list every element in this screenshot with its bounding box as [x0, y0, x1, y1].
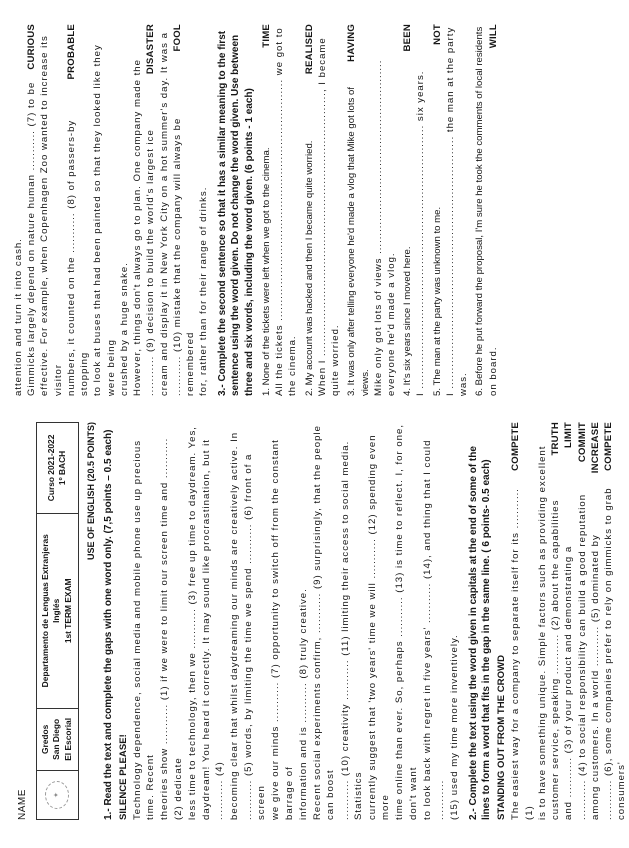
q2-cont-line-text: numbers, it counted on the ........... (8) of passers-by stopping — [65, 119, 91, 396]
q1-line: currently suggest that 'two years' time we will ........... (12) spending even more — [367, 434, 392, 820]
q3-second-sentence: I ........................................................................ six years. — [415, 70, 427, 396]
q1-line: Recent social experiments confirm, ........... (9) surprisingly, that the people can boost — [312, 425, 337, 820]
q2-cont-line-text: ........... (9) decision to build the world's largest ice — [145, 129, 157, 396]
q2-cont-line-row — [131, 24, 144, 396]
q3-item — [431, 24, 471, 396]
q2-line-word: COMPETE — [603, 422, 615, 471]
q3-key-word: HAVING — [346, 24, 358, 62]
right-column — [12, 24, 500, 396]
q1-text — [131, 422, 462, 820]
q3-first-row — [345, 24, 371, 396]
q1-line: (15) used my time more inventively. — [449, 634, 461, 820]
q2-line-row — [549, 422, 562, 820]
q1-line: theories show ........... (1) if we were to limit our screen time and ........... (2) dedicate — [159, 437, 184, 820]
q3-second-sentence: on board. — [487, 346, 499, 396]
q1-line: information and is ........... (8) truly creative. — [297, 588, 309, 820]
q3-second-row — [316, 24, 342, 396]
q3-key-word: BEEN — [402, 24, 414, 52]
q2-line-row — [536, 422, 549, 820]
q3-second-sentence: All the tickets .................................................................. we got to the cinema. — [274, 27, 299, 396]
question-1 — [102, 422, 462, 820]
q1-line: ........... (5) words, by limiting the time we spend ........... (6) front of a screen — [242, 453, 268, 820]
q2-cont-line-text: for, rather than for their range of drinks. — [198, 186, 210, 396]
q3-first-sentence: 2. My account was hacked and then I became quite worried. — [303, 140, 315, 396]
q2-line-text: and ........... (3) of your product and demonstrating a — [563, 545, 575, 820]
q3-first-sentence: 3. It was only after telling everyone he'd made a vlog that Mike got lots of views. — [346, 86, 371, 396]
q3-second-row — [372, 24, 398, 396]
q2-cont-line-text: to look at buses that had been painted so that they looked like they were being — [92, 44, 117, 396]
question-3 — [216, 24, 500, 396]
exam-header-table — [36, 422, 79, 820]
q2-line-text: ........... (6), some companies prefer to rely on gimmicks to grab consumers' — [603, 487, 628, 820]
q3-first-row — [260, 24, 273, 396]
q2-cont-line-row — [12, 24, 25, 396]
q2-line-word: COMMIT — [576, 422, 588, 463]
q2-cont-line-word: CURIOUS — [26, 24, 38, 70]
q2-cont-line-row — [171, 24, 197, 396]
q3-first-row — [303, 24, 316, 396]
q3-first-row — [401, 24, 414, 396]
exam-name: 1st TERM EXAM — [62, 578, 73, 644]
q2-text — [509, 422, 628, 820]
q2-line-row — [602, 422, 628, 820]
q2-cont-line-row — [65, 24, 91, 396]
q2-cont-line-row — [197, 24, 210, 396]
q3-second-row — [414, 24, 427, 396]
q2-line-word: INCREASE — [589, 422, 601, 474]
q3-key-word: WILL — [487, 24, 499, 49]
q1-line: Technology dependence, social media and mobile phone use up precious time. Recent — [132, 439, 157, 820]
q2-line-row — [509, 422, 535, 820]
course-year: Curso 2021-2022 — [45, 434, 56, 502]
q2-cont-line-row — [25, 24, 38, 396]
q3-second-row — [487, 24, 500, 396]
q1-line: time online than ever. So, perhaps ........... (13) is time to reflect. I, for one, don't want — [394, 423, 419, 820]
school-line1: Gredos — [39, 724, 50, 755]
q2-subtitle: STANDING OUT FROM THE CROWD — [496, 654, 508, 820]
q1-subtitle: SILENCE PLEASE! — [117, 734, 129, 820]
q2-cont-line-text: ........... (10) mistake that the company will always be remembered — [171, 117, 197, 396]
left-column — [16, 422, 629, 820]
course-cell — [36, 423, 78, 514]
q3-first-sentence: 5. The man at the party was unknown to me. — [431, 206, 443, 396]
dept-cell — [36, 513, 78, 708]
q3-item — [473, 24, 499, 396]
q2-line-text: ........... (4) to social responsibility can build a good reputation — [576, 493, 588, 820]
q2-title: 2.- Complete the text using the word given in capitals at the end of some of the lines to form a word that fits in the gap in the same line. ( 6 points- 0.5 each) — [467, 446, 493, 820]
q2-line-row — [589, 422, 602, 820]
q2-cont-line-text: crushed by a huge snake. — [118, 262, 130, 396]
q2-cont-line-text: However, things don't always go to plan. One company made the — [132, 59, 144, 396]
q2-cont-line-row — [118, 24, 131, 396]
q3-key-word: TIME — [260, 24, 272, 48]
q2-line-word: COMPETE — [510, 422, 522, 471]
q3-first-row — [473, 24, 486, 396]
q2-cont-line-row — [91, 24, 117, 396]
q1-line: daydream! You heard it correctly. It may sound like procrastination, but it ........... (4) — [201, 439, 226, 820]
q2-cont-line-text: Gimmicks largely depend on nature human ........... (7) to be — [26, 81, 38, 396]
q3-first-sentence: 1. None of the tickets were left when we got to the cinema. — [260, 147, 272, 396]
q3-second-sentence: When I ........................................................................, I became quite worried. — [316, 37, 342, 396]
q2-line-text: is to have something unique. Simple factors such as providing excellent — [536, 445, 548, 820]
q3-key-word: NOT — [431, 24, 443, 45]
q1-title: 1.- Read the text and complete the gaps with one word only. (7,5 points – 0.5 each) — [102, 429, 114, 820]
q2-cont-line-word: DISASTER — [145, 24, 157, 75]
q3-second-row — [444, 24, 470, 396]
q2-cont-line-text: cream and display it in New York City on a hot summer's day. It was a — [158, 32, 170, 396]
q2-line-row — [576, 422, 589, 820]
q3-first-sentence: 6. Before he put forward the proposal, I'm sure he took the comments of local residents — [474, 26, 486, 396]
q2-cont-line-text: attention and turn it into cash. — [13, 238, 24, 396]
school-logo-cell — [36, 771, 78, 820]
school-cell — [36, 708, 78, 770]
q3-title: 3.- Complete the second sentence so that it has a similar meaning to the first sentence using the word given. Do not change the word given. Use between three and six words, including the word given. (6 points - 1 each) — [216, 30, 256, 396]
q1-line: less time to technology, then we ........... (3) free up time to daydream. Yes, — [186, 426, 198, 820]
q3-item — [260, 24, 300, 396]
q1-line: becoming clear that whilst daydreaming our minds are creatively active. In — [228, 431, 240, 820]
q3-second-row — [273, 24, 299, 396]
q3-items — [260, 24, 500, 396]
q3-second-sentence: I ..................................................................... the man at the party was. — [444, 26, 470, 396]
q3-key-word: REALISED — [303, 24, 315, 75]
q2-line-text: The easiest way for a company to separate itself for its ........... (1) — [510, 488, 535, 820]
q2-line-text: customer service, speaking ........... (2) about the capabilities — [550, 499, 562, 820]
q3-first-sentence: 4. It's six years since I moved here. — [402, 246, 414, 396]
q1-line: we give our minds ........... (7) opportunity to switch off from the constant barrage of — [270, 439, 295, 820]
q2-cont-line-word: FOOL — [171, 24, 183, 52]
q3-item — [303, 24, 343, 396]
q2-cont-line-row — [38, 24, 64, 396]
q2-line-text: among customers. In a world ........... (5) dominated by — [589, 534, 601, 820]
q3-item — [345, 24, 398, 396]
course-level: 1º BACH — [57, 450, 68, 486]
school-line2: San Diego — [51, 718, 62, 760]
q2-cont-line-row — [158, 24, 171, 396]
q2-text-continued — [12, 24, 211, 396]
q1-line: ........... (10) creativity ........... (11) limiting their access to social media. Statistics — [339, 440, 364, 820]
question-2 — [467, 422, 629, 820]
q3-second-sentence: Mike only got lots of views ..................................................... everyone he'd made a vlog. — [372, 59, 398, 396]
q2-cont-line-text: effective. For example, when Copenhagen Zoo wanted to increase its visitor — [39, 35, 64, 396]
school-logo-icon: ✦ — [45, 781, 69, 809]
q1-line: to look back with regret in five years' ........... (14), and thing that I could ........... — [421, 439, 447, 820]
name-label: NAME — [17, 789, 28, 820]
q3-item — [401, 24, 427, 396]
q2-line-word: LIMIT — [563, 422, 575, 449]
school-line3: El Escorial — [62, 717, 73, 761]
q2-cont-line-word: PROBABLE — [65, 24, 77, 80]
dept-name: Departamento de Lenguas Extranjeras — [39, 534, 50, 688]
q2-line-row — [562, 422, 575, 820]
q2-cont-line-row — [144, 24, 157, 396]
q2-line-word: TRUTH — [550, 422, 562, 456]
subject-name: Inglés — [51, 598, 62, 623]
use-of-english-title: USE OF ENGLISH (20.5 POINTS) — [85, 422, 96, 561]
q3-first-row — [431, 24, 444, 396]
